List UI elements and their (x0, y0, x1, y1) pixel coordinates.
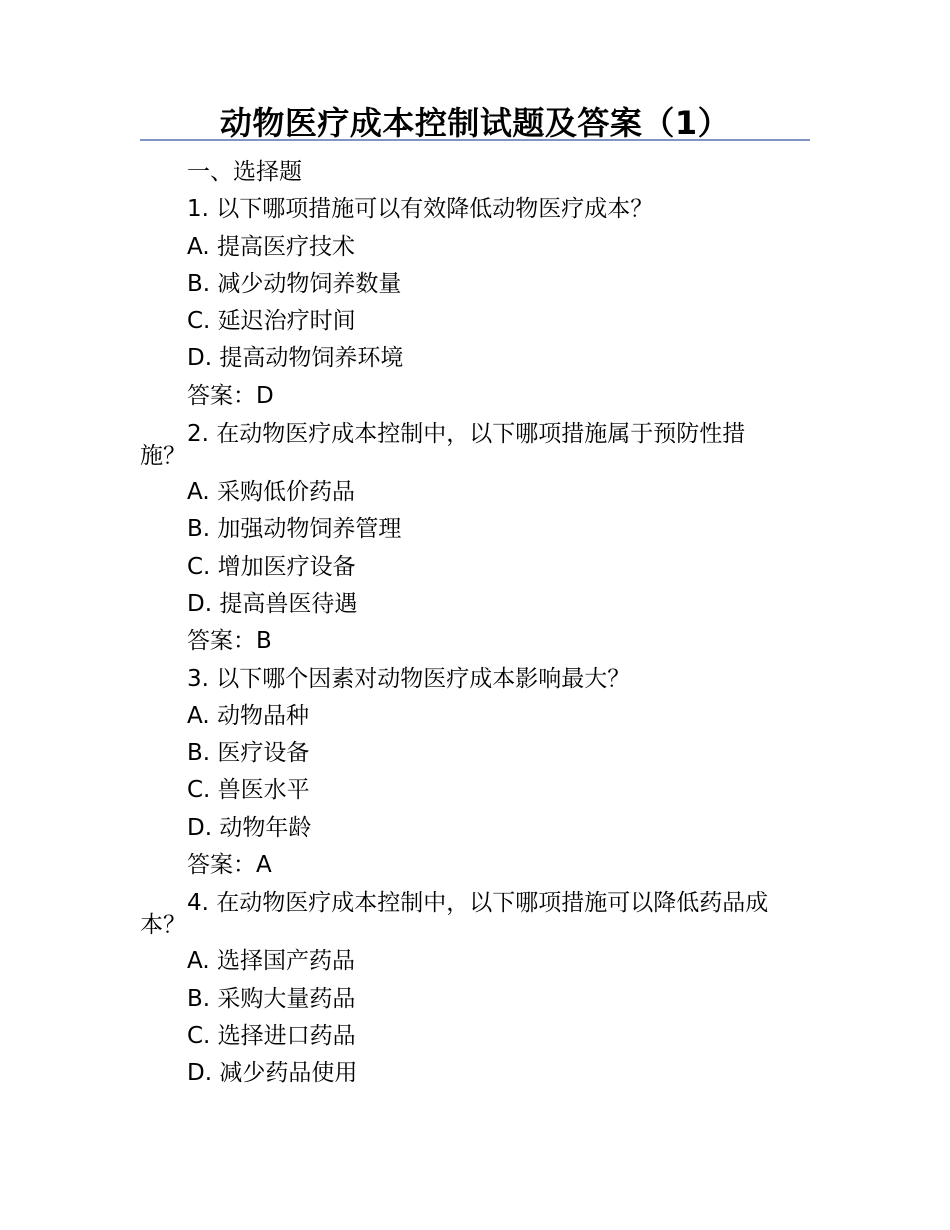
question-stem: 3. 以下哪个因素对动物医疗成本影响最大？ (187, 665, 631, 692)
option-a: A. 采购低价药品 (187, 479, 355, 506)
option-d: D. 减少药品使用 (187, 1060, 358, 1087)
question-stem-wrapped (140, 884, 812, 943)
section-heading: 一、选择题 (187, 159, 302, 185)
option-b: B. 加强动物饲养管理 (187, 516, 402, 543)
document-body (140, 154, 812, 1093)
question-stem: 1. 以下哪项措施可以有效降低动物医疗成本？ (187, 196, 654, 223)
option-b: B. 减少动物饲养数量 (187, 270, 402, 297)
question-stem-line1: 2. 在动物医疗成本控制中，以下哪项措施属于预防性措 (187, 421, 746, 448)
option-a: A. 选择国产药品 (187, 948, 355, 975)
answer: 答案：A (187, 852, 272, 879)
option-d: D. 动物年龄 (187, 814, 312, 841)
document-title: 动物医疗成本控制试题及答案（1） (219, 104, 731, 142)
question-stem-line1: 4. 在动物医疗成本控制中，以下哪项措施可以降低药品成 (187, 890, 769, 917)
option-c: C. 延迟治疗时间 (187, 308, 356, 335)
question-stem-line2: 施？ (140, 443, 186, 470)
question-stem-wrapped (140, 415, 812, 474)
question-stem-line2: 本？ (140, 912, 186, 939)
option-d: D. 提高动物饲养环境 (187, 345, 404, 372)
option-a: A. 提高医疗技术 (187, 233, 355, 260)
title-underline (140, 139, 810, 141)
answer: 答案：D (187, 382, 274, 409)
option-c: C. 兽医水平 (187, 777, 310, 804)
option-b: B. 医疗设备 (187, 740, 310, 767)
answer: 答案：B (187, 628, 272, 655)
option-d: D. 提高兽医待遇 (187, 590, 358, 617)
option-c: C. 选择进口药品 (187, 1022, 356, 1049)
option-a: A. 动物品种 (187, 702, 309, 729)
option-b: B. 采购大量药品 (187, 985, 356, 1012)
option-c: C. 增加医疗设备 (187, 553, 356, 580)
